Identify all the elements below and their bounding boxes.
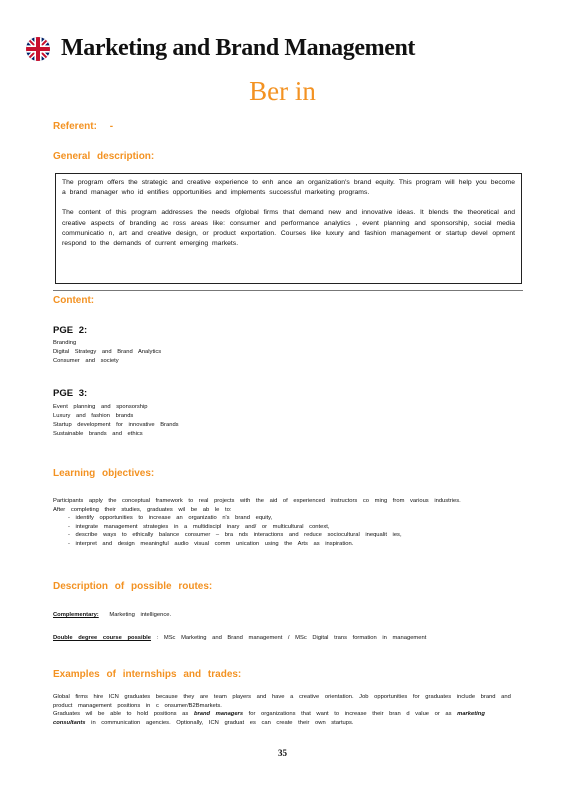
list-item: Luxury and fashion brands bbox=[53, 413, 134, 419]
learning-text bbox=[53, 497, 523, 548]
internships-text bbox=[53, 693, 523, 727]
referent-label: Referent: bbox=[53, 121, 97, 132]
uk-flag-icon bbox=[26, 37, 50, 61]
pge2-list bbox=[53, 339, 161, 366]
routes-heading: Description of possible routes: bbox=[53, 581, 213, 592]
learning-line-1: Participants apply the conceptual framework to real projects with the aid of experienced instructors co ming from various industries. bbox=[53, 498, 461, 504]
complementary-label: Complementary: bbox=[53, 612, 99, 618]
routes-double-degree bbox=[53, 634, 523, 643]
pge3-title: PGE 3: bbox=[53, 388, 88, 399]
learning-line-2: After completing their studies, graduates wil be ab le to: bbox=[53, 506, 232, 513]
learning-bullet: - describe ways to ethically balance consumer – bra nds interactions and reduce sociocultural inequalit ies, bbox=[68, 532, 402, 538]
list-item: Event planning and sponsorship bbox=[53, 404, 148, 410]
referent-value: - bbox=[109, 121, 114, 132]
brand-managers-emphasis: brand managers bbox=[193, 711, 244, 717]
page-title: Marketing and Brand Management bbox=[61, 35, 416, 61]
list-item: Sustainable brands and ethics bbox=[53, 431, 143, 437]
list-item: Startup development for innovative Brands bbox=[53, 422, 179, 428]
marketing-consultants-emphasis: marketing consultants bbox=[53, 711, 485, 726]
complementary-value: Marketing intelligence. bbox=[109, 612, 172, 618]
internships-text-fragment: in communication agencies. Optionally, ICN graduat es can create their own startups. bbox=[91, 719, 354, 726]
list-item: Branding bbox=[53, 340, 77, 346]
general-paragraph-1: The program offers the strategic and creative experience to enh ance an organization's brand equity. This program will help you become a brand manager who id entifies opportunities and implements successful marketing programs. bbox=[62, 179, 515, 197]
general-paragraph-2: The content of this program addresses the needs ofglobal firms that demand new and innovative ideas. It blends the theoretical and creative aspects of branding ac ross areas like: consumer and performance analytics , event planning and sponsorship, social media communicatio n, art and creative design, or product exportation. Courses like luxury and fashion management or startup devel opment respond to the demands of current emerging markets. bbox=[62, 209, 515, 248]
page-number: 35 bbox=[278, 748, 287, 758]
list-item: Digital Strategy and Brand Analytics bbox=[53, 349, 162, 355]
general-description-box bbox=[55, 173, 522, 284]
city-name: Ber in bbox=[249, 76, 316, 106]
internships-text-fragment: Graduates wil be able to hold positions as bbox=[53, 711, 189, 717]
learning-heading: Learning objectives: bbox=[53, 468, 155, 479]
double-degree-value: : MSc Marketing and Brand management / MSc Digital trans formation in management bbox=[156, 635, 427, 641]
internships-line-1: Global firms hire ICN graduates because they are team players and have a creative orientation. Job opportunities for graduates include brand and product management positions in c onsumer/B2Bmarkets. bbox=[53, 694, 511, 709]
internships-line-2 bbox=[53, 710, 523, 727]
internships-heading: Examples of internships and trades: bbox=[53, 669, 242, 680]
double-degree-label: Double degree course possible bbox=[53, 635, 152, 641]
learning-bullet: - integrate management strategies in a multidiscipl inary and/ or multicultural context, bbox=[68, 523, 330, 530]
learning-bullet: - identify opportunities to increase an organizatio n's brand equity, bbox=[68, 515, 273, 521]
list-item: Consumer and society bbox=[53, 358, 119, 364]
learning-bullet: - interpret and design meaningful audio visual comm unication using the Arts as inspiration. bbox=[68, 540, 354, 547]
general-heading: General description: bbox=[53, 151, 155, 162]
pge2-title: PGE 2: bbox=[53, 325, 88, 336]
divider bbox=[53, 290, 523, 291]
pge3-list bbox=[53, 403, 179, 439]
content-heading: Content: bbox=[53, 295, 95, 306]
internships-text-fragment: for organizations that want to increase their bran d value or as bbox=[248, 711, 452, 717]
referent-row bbox=[53, 121, 113, 132]
routes-complementary bbox=[53, 611, 523, 620]
